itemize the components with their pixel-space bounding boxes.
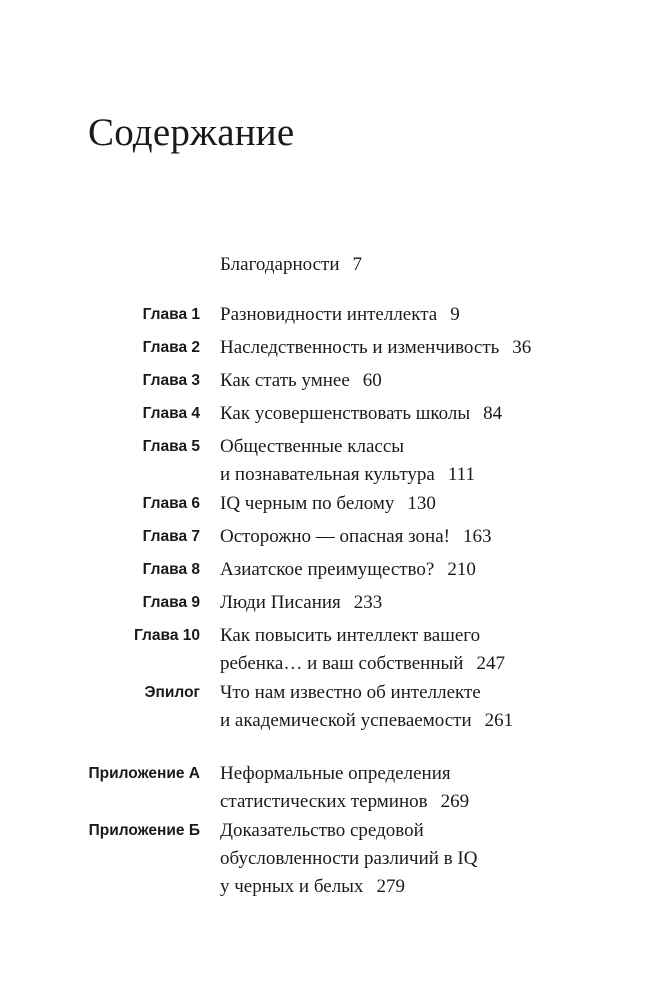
entry-line: обусловленности различий в IQ <box>220 848 478 869</box>
entry-label: Глава 3 <box>142 372 200 389</box>
page-number: 247 <box>476 653 505 674</box>
entry-line: Разновидности интеллекта 9 <box>220 304 460 325</box>
entry-text <box>220 760 640 816</box>
page-number: 210 <box>447 559 476 580</box>
entry-label: Эпилог <box>144 684 200 701</box>
page-number: 84 <box>483 403 503 424</box>
page-number: 130 <box>407 493 436 514</box>
entry-label: Глава 4 <box>142 405 200 422</box>
entry-line: Как стать умнее 60 <box>220 370 382 391</box>
entry-line: Неформальные определения <box>220 763 451 784</box>
entry-label: Глава 1 <box>142 306 200 323</box>
page-number: 261 <box>484 710 514 731</box>
entry-line: Как повысить интеллект вашего <box>220 625 481 646</box>
entry-line: Азиатское преимущество? 210 <box>220 559 476 580</box>
entry-text <box>220 251 640 279</box>
entry-label: Приложение Б <box>88 822 200 839</box>
entry-text <box>220 556 640 584</box>
entry-text <box>220 622 640 678</box>
entry-text <box>220 301 640 329</box>
entry-text <box>220 817 640 901</box>
page-number: 269 <box>440 791 470 812</box>
page-number: 111 <box>447 464 475 485</box>
entry-label: Глава 10 <box>134 627 200 644</box>
entry-line: Как усовершенствовать школы 84 <box>220 403 503 424</box>
entry-line: IQ черным по белому 130 <box>220 493 436 514</box>
entry-line: Общественные классы <box>220 436 405 457</box>
page-number: 36 <box>512 337 532 358</box>
entry-label: Глава 8 <box>142 561 200 578</box>
entry-text <box>220 523 640 551</box>
entry-text <box>220 679 640 735</box>
entry-line: у черных и белых 279 <box>220 876 405 897</box>
entry-line: Что нам известно об интеллекте <box>220 682 481 703</box>
entry-line: Доказательство средовой <box>220 820 424 841</box>
entry-text <box>220 334 640 362</box>
entry-line: и познавательная культура 111 <box>220 464 475 485</box>
entry-line: и академической успеваемости 261 <box>220 710 514 731</box>
entry-text <box>220 433 640 489</box>
entry-text <box>220 490 640 518</box>
entry-label: Глава 6 <box>142 495 200 512</box>
entry-line: статистических терминов 269 <box>220 791 470 812</box>
entry-text <box>220 400 640 428</box>
page-number: 9 <box>450 304 460 325</box>
entry-line: Осторожно — опасная зона! 163 <box>220 526 492 547</box>
page-number: 233 <box>353 592 383 613</box>
entry-label: Глава 9 <box>142 594 200 611</box>
entry-label: Глава 2 <box>142 339 200 356</box>
entry-label: Глава 5 <box>142 438 200 455</box>
page-number: 60 <box>362 370 382 391</box>
page-number: 163 <box>462 526 492 547</box>
page-number: 7 <box>352 254 362 275</box>
entry-line: Люди Писания 233 <box>220 592 383 613</box>
entry-line: Наследственность и изменчивость 36 <box>220 337 532 358</box>
entry-text <box>220 367 640 395</box>
entry-line: ребенка… и ваш собственный 247 <box>220 653 505 674</box>
entry-label: Глава 7 <box>142 528 200 545</box>
page-number: 279 <box>376 876 405 897</box>
entry-line: Благодарности 7 <box>220 254 362 275</box>
entry-text <box>220 589 640 617</box>
page-title: Содержание <box>88 111 295 154</box>
entry-label: Приложение А <box>88 765 200 782</box>
